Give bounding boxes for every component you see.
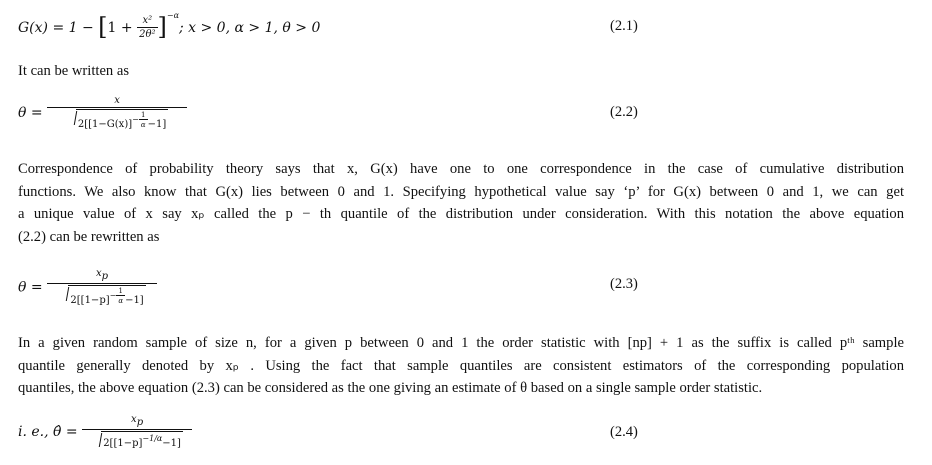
- para1-line-2: functions. We also know that G(x) lies between 0 and 1. Specifying hypothetical value say ‘p’ for G(x) between 0 and 1, we can get: [18, 183, 904, 200]
- equation-number-2-4: (2.4): [610, 424, 638, 440]
- written-as-label: It can be written as: [18, 63, 130, 79]
- eq1-fraction: [137, 15, 157, 41]
- equation-2-4: [18, 414, 192, 450]
- eq4-sqrt: $2[[1-p]^{-1/\alpha}-1]$: [91, 431, 183, 450]
- eq2-sqrt: $2[[1-G(x)]^{- \frac{1}{\alpha}}$ −1]: [66, 109, 168, 131]
- written-as-text: [18, 60, 904, 83]
- equation-number-2-2: (2.2): [610, 104, 638, 120]
- eq3-frac-num: xp: [96, 268, 109, 282]
- eq1-lhs: G(x) = 1 −: [18, 20, 99, 36]
- eq1-frac-den: 2θ²: [139, 29, 156, 40]
- eq3-fraction: [47, 268, 157, 307]
- paragraph-sample-quantile: [18, 332, 904, 400]
- equation-2-3: [18, 268, 157, 307]
- para1-line-3: a unique value of x say xₚ called the p − th quantile of the distribution under consideration. With this notation the above equation: [18, 206, 904, 223]
- eq2-lhs: θ =: [18, 105, 48, 121]
- eq4-lhs: i. e., θ̂ =: [18, 424, 83, 440]
- equation-number-2-1: (2.1): [610, 18, 638, 34]
- eq1-conditions: ; x > 0, α > 1, θ > 0: [178, 20, 321, 36]
- eq4-frac-num: xp: [131, 414, 144, 428]
- equation-number-2-3: (2.3): [610, 276, 638, 292]
- eq2-fraction: [47, 95, 187, 131]
- para1-line-1: Correspondence of probability theory says that x, G(x) have one to one correspondence in the case of cumulative distribution: [18, 161, 904, 177]
- eq2-frac-num: x: [114, 95, 120, 106]
- eq3-sqrt: $2[[1-p]^{- \frac{1}{\alpha}}$ −1]: [58, 285, 145, 307]
- paragraph-correspondence: [18, 158, 904, 248]
- para1-line-4: (2.2) can be rewritten as: [18, 228, 160, 245]
- para2-line-1: In a given random sample of size n, for a given p between 0 and 1 the order statistic with [np] + 1 as the suffix is called pᵗʰ sample: [18, 335, 904, 351]
- eq4-fraction: [82, 414, 192, 450]
- para2-line-2: quantile generally denoted by xₚ . Using the fact that sample quantiles are consistent estimators of the corresponding population: [18, 357, 904, 374]
- equation-2-2: [18, 95, 187, 131]
- eq1-frac-num: x²: [142, 15, 153, 26]
- para2-line-3: quantiles, the above equation (2.3) can be considered as the one giving an estimate of θ based on a single sample order statistic.: [18, 380, 763, 397]
- equation-2-1: G(x) = 1 − [1 + $\frac{\text{x²}}{\text{2θ²}}$ ]$^{-\alpha}$; x > 0, α > 1, θ > 0: [18, 11, 321, 41]
- eq3-lhs: θ =: [18, 279, 48, 296]
- eq1-exponent: −α: [166, 11, 179, 20]
- eq1-one-plus: 1 +: [107, 20, 138, 36]
